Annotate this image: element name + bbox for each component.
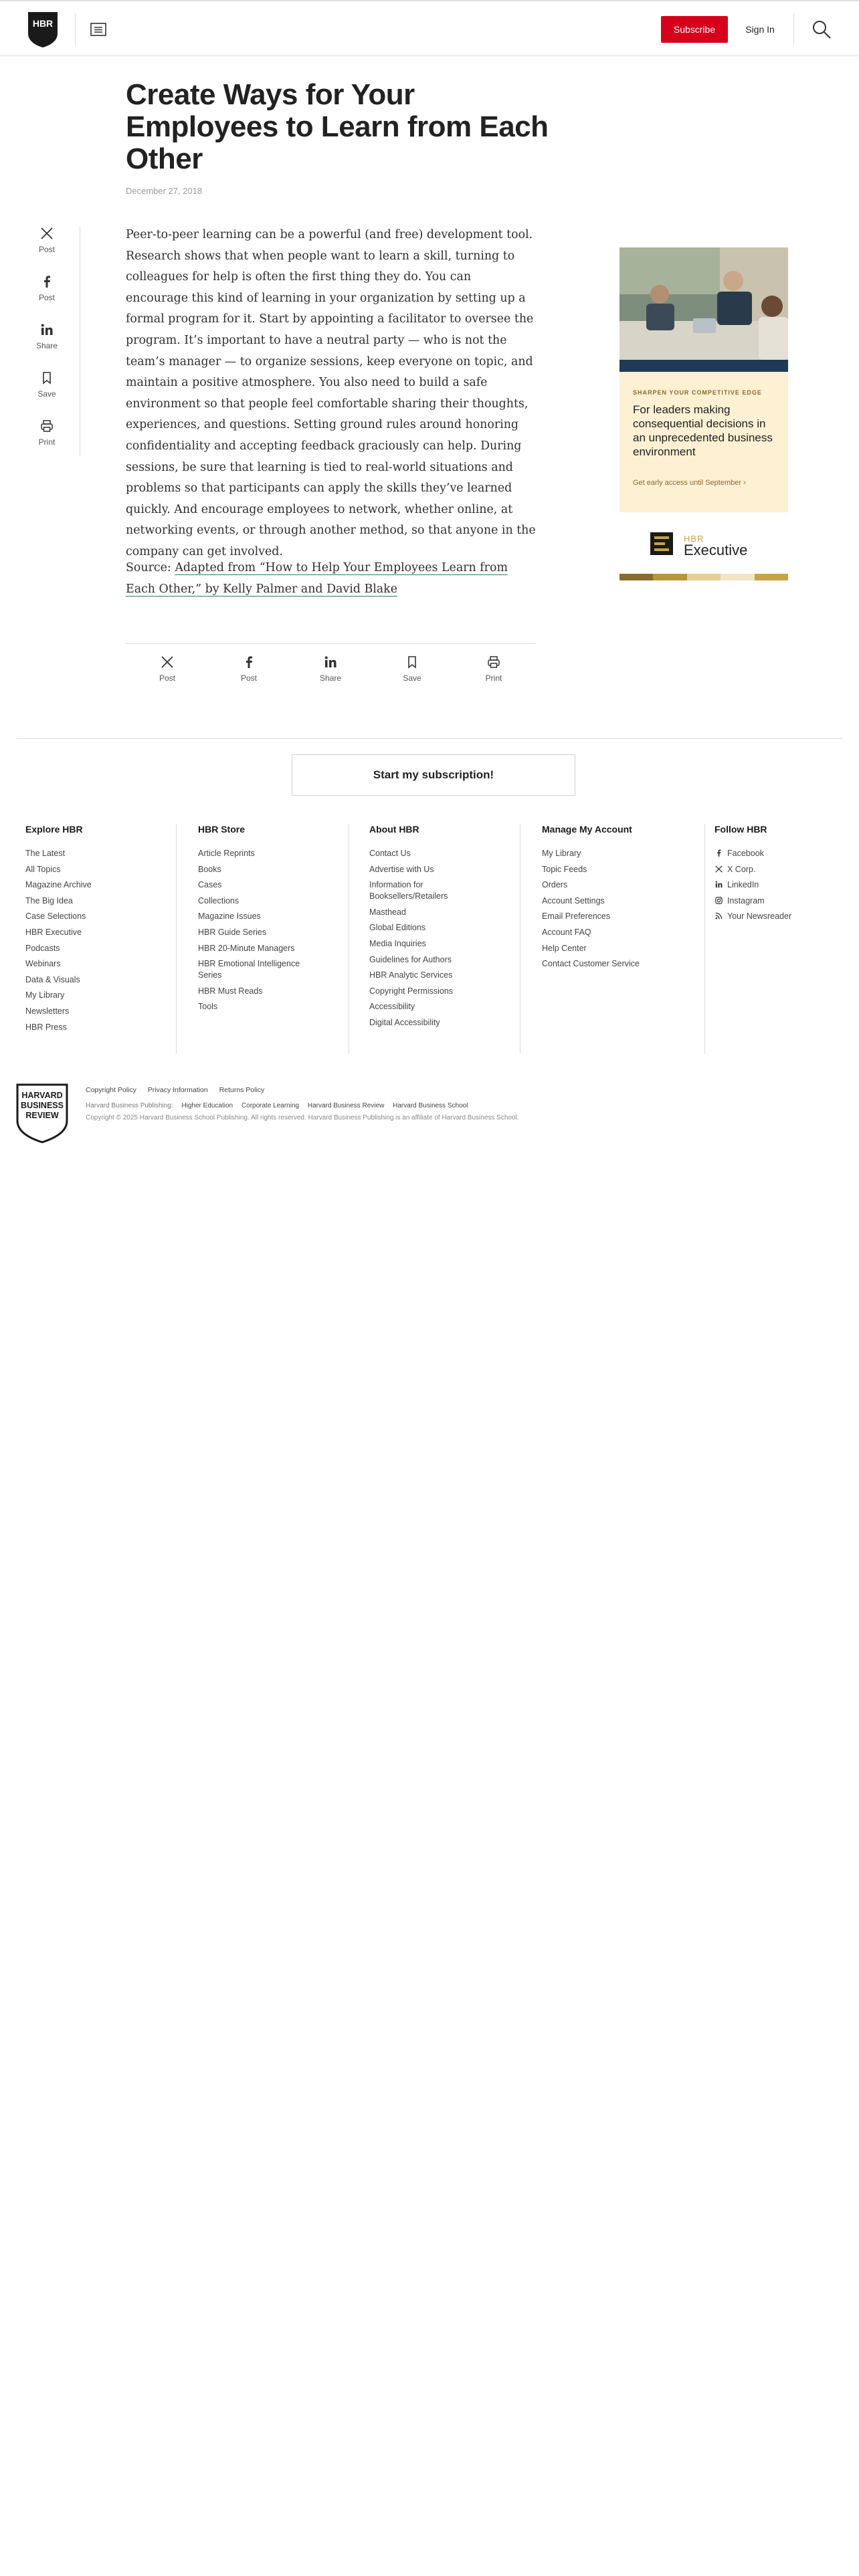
logo-line-1: HARVARD: [21, 1091, 63, 1100]
source-link[interactable]: Adapted from “How to Help Your Employees Learn from Each Other,” by Kelly Palmer and David Blake: [126, 561, 508, 596]
hbr-shield-logo: [16, 1083, 68, 1144]
footer-link[interactable]: The Big Idea: [25, 895, 73, 905]
save-button[interactable]: [27, 370, 67, 411]
footer-link[interactable]: Webinars: [25, 959, 61, 969]
footer-link[interactable]: Account Settings: [542, 895, 605, 905]
footer-link-list: [542, 848, 682, 974]
footer-link[interactable]: Account FAQ: [542, 927, 591, 937]
logo-line-2: BUSINESS: [21, 1101, 64, 1110]
facebook-icon: [242, 655, 256, 669]
x-icon: [160, 655, 175, 669]
footer-link[interactable]: Digital Accessibility: [369, 1017, 440, 1027]
share-linkedin-button[interactable]: [27, 322, 67, 362]
returns-policy-link[interactable]: Returns Policy: [219, 1086, 265, 1094]
x-label: X Corp.: [727, 864, 756, 874]
bottom-share-x-label: Post: [159, 673, 175, 683]
footer-column-follow: [705, 824, 843, 1054]
instagram-link[interactable]: [714, 895, 842, 907]
footer-link[interactable]: Books: [198, 864, 221, 874]
header-divider: [75, 13, 76, 45]
x-link[interactable]: [714, 864, 842, 875]
hbr-executive-brand-mark: [646, 524, 764, 564]
ad-cta[interactable]: Get early access until September ›: [633, 479, 746, 487]
share-x-button[interactable]: [27, 226, 67, 266]
footer-heading: Explore HBR: [25, 824, 83, 835]
footer-link[interactable]: Information for Booksellers/Retailers: [369, 880, 448, 901]
share-facebook-label: Post: [38, 293, 55, 302]
facebook-link[interactable]: [714, 848, 842, 859]
footer-link[interactable]: The Latest: [25, 849, 66, 858]
newsreader-label: Your Newsreader: [727, 911, 792, 922]
bookmark-icon: [39, 370, 54, 385]
ad-accent-bar: [619, 360, 788, 372]
ad-headline: For leaders making consequential decisions in an unprecedented business environment: [633, 403, 773, 458]
footer-link[interactable]: Case Selections: [25, 911, 86, 922]
footer-heading: Manage My Account: [542, 824, 632, 835]
facebook-icon: [714, 849, 723, 857]
hbr-shield-icon: [27, 11, 59, 48]
footer-link-list: [198, 848, 339, 1017]
linkedin-icon: [323, 655, 338, 669]
bottom-share-linkedin-label: Share: [319, 673, 342, 683]
header-divider: [793, 13, 794, 45]
meeting-photo-image: [619, 247, 788, 360]
footer-link[interactable]: HBR Must Reads: [198, 986, 263, 996]
footer-link[interactable]: HBR Executive: [25, 927, 82, 937]
menu-icon: [90, 21, 107, 37]
ad-eyebrow: SHARPEN YOUR COMPETITIVE EDGE: [633, 389, 762, 396]
footer-link[interactable]: Newsletters: [25, 1006, 70, 1016]
footer-link[interactable]: Guidelines for Authors: [369, 954, 452, 964]
share-linkedin-label: Share: [35, 341, 58, 350]
rss-icon: [714, 911, 723, 920]
footer-link[interactable]: My Library: [542, 849, 581, 858]
site-header: [0, 0, 859, 56]
footer-link[interactable]: Magazine Archive: [25, 880, 92, 890]
footer-social-list: [714, 848, 842, 927]
footer-link[interactable]: Magazine Issues: [198, 911, 261, 922]
footer-column-about: [360, 824, 520, 1054]
footer-link[interactable]: Article Reprints: [198, 849, 255, 858]
share-x-label: Post: [38, 245, 55, 254]
logo-text: HBR: [32, 18, 54, 29]
subscribe-button[interactable]: Subscribe: [661, 16, 728, 43]
footer-column-account: [533, 824, 705, 1054]
footer-column-store: [189, 824, 349, 1054]
ad-brand-name: Executive: [684, 542, 748, 558]
copyright-text: Copyright © 2025 Harvard Business School Publishing. All rights reserved. Harvard Business Publishing is an affiliate of Harvard Business School.: [86, 1114, 519, 1121]
publisher-label: Harvard Business Publishing:: [86, 1102, 173, 1109]
bottom-share-linkedin-button[interactable]: [310, 655, 351, 683]
footer-link[interactable]: HBR Guide Series: [198, 927, 267, 937]
menu-button[interactable]: [90, 21, 107, 37]
higher-education-link[interactable]: Higher Education: [181, 1102, 233, 1109]
footer-link[interactable]: My Library: [25, 990, 65, 1000]
print-icon: [39, 419, 54, 433]
article-body: Peer-to-peer learning can be a powerful (and free) development tool. Research shows that when people want to learn a skill, turning to colleagues for help is often the first thing they do. You can encourage this kind of learning in your organization by setting up a formal program for it. Start by appointing a facilitator to oversee the program. It’s important to have a neutral party — who is not the team’s manager — to organize sessions, keep everyone on topic, and maintain a positive atmosphere. You also need to build a safe environment so that people feel comfortable sharing their thoughts, experiences, and questions. Setting ground rules around honoring confidentiality and accepting feedback graciously can help. During sessions, be sure that learning is tied to real-world situations and problems so that participants can apply the skills they’ve learned quickly. And encourage employees to network, whether online, at networking events, or through another method, so that anyone in the company can get involved.: [126, 228, 536, 558]
footer-link[interactable]: All Topics: [25, 864, 61, 874]
facebook-icon: [39, 274, 54, 289]
advertisement[interactable]: [619, 247, 788, 512]
logo-line-3: REVIEW: [25, 1111, 59, 1120]
footer-link[interactable]: Accessibility: [369, 1002, 415, 1012]
bottom-share-facebook-button[interactable]: [229, 655, 269, 683]
article-title: Create Ways for Your Employees to Learn from Each Other: [126, 78, 549, 175]
footer-link[interactable]: Contact Customer Service: [542, 959, 640, 969]
print-button[interactable]: [27, 419, 67, 459]
ad-color-stripes: [619, 574, 788, 580]
save-label: Save: [37, 389, 56, 399]
footer-link[interactable]: Global Editions: [369, 923, 426, 933]
footer-link[interactable]: Masthead: [369, 907, 406, 917]
footer-link[interactable]: Help Center: [542, 943, 587, 953]
instagram-icon: [714, 896, 723, 905]
footer-link[interactable]: Copyright Permissions: [369, 986, 454, 996]
footer-link[interactable]: HBR Press: [25, 1022, 67, 1032]
footer-link-list: [25, 848, 166, 1037]
footer-link[interactable]: Media Inquiries: [369, 938, 426, 948]
footer-link[interactable]: Collections: [198, 895, 240, 905]
footer-link[interactable]: Topic Feeds: [542, 864, 587, 874]
start-subscription-button[interactable]: Start my subscription!: [292, 754, 575, 796]
footer-link[interactable]: Contact Us: [369, 849, 411, 858]
source-prefix: Source:: [126, 561, 175, 574]
footer-link[interactable]: HBR 20-Minute Managers: [198, 943, 295, 953]
footer-link[interactable]: Cases: [198, 880, 222, 890]
copyright-policy-link[interactable]: Copyright Policy: [86, 1086, 136, 1094]
article-source: [126, 558, 527, 600]
footer-heading: About HBR: [369, 824, 419, 835]
print-label: Print: [38, 437, 56, 447]
footer-heading: HBR Store: [198, 824, 246, 835]
footer-link[interactable]: Tools: [198, 1002, 218, 1012]
linkedin-icon: [39, 322, 54, 337]
footer-heading: Follow HBR: [714, 824, 767, 835]
legal-links: [86, 1086, 274, 1094]
newsreader-link[interactable]: [714, 911, 842, 922]
hbr-executive-logo[interactable]: [646, 524, 764, 564]
corporate-learning-link[interactable]: Corporate Learning: [241, 1102, 300, 1109]
bottom-save-label: Save: [403, 673, 421, 683]
publish-date: December 27, 2018: [126, 186, 203, 196]
footer-divider: [16, 738, 843, 739]
footer-link[interactable]: Advertise with Us: [369, 864, 434, 874]
linkedin-icon: [714, 880, 723, 889]
footer-link[interactable]: HBR Emotional Intelligence Series: [198, 959, 300, 980]
share-facebook-button[interactable]: [27, 274, 67, 314]
harvard-business-review-logo[interactable]: [16, 1083, 68, 1144]
hbr-link[interactable]: Harvard Business Review: [307, 1102, 385, 1109]
facebook-label: Facebook: [727, 849, 764, 858]
privacy-information-link[interactable]: Privacy Information: [147, 1086, 208, 1094]
x-icon: [714, 865, 723, 873]
bottom-share-bar: [126, 643, 537, 694]
footer-column-explore: [16, 824, 177, 1054]
footer-link-list: [369, 848, 510, 1033]
bottom-save-button[interactable]: [392, 655, 432, 683]
linkedin-label: LinkedIn: [727, 880, 759, 890]
hbr-logo[interactable]: [27, 11, 59, 48]
footer-link[interactable]: Podcasts: [25, 943, 60, 953]
bottom-share-x-button[interactable]: [147, 655, 187, 683]
ad-photo: [619, 247, 788, 360]
publisher-links: [86, 1102, 474, 1109]
footer-link[interactable]: Email Preferences: [542, 911, 611, 922]
search-button[interactable]: [811, 19, 832, 40]
print-icon: [486, 655, 501, 669]
instagram-label: Instagram: [727, 895, 765, 905]
share-rail: [27, 226, 80, 456]
bookmark-icon: [405, 655, 419, 669]
search-icon: [811, 19, 832, 40]
footer-link[interactable]: Orders: [542, 880, 568, 890]
bottom-print-label: Print: [485, 673, 502, 683]
bottom-print-button[interactable]: [474, 655, 514, 683]
ad-brand-hbr: HBR: [684, 534, 704, 544]
footer-link[interactable]: HBR Analytic Services: [369, 970, 453, 980]
x-icon: [39, 226, 54, 241]
sign-in-link[interactable]: Sign In: [745, 24, 775, 35]
linkedin-link[interactable]: [714, 879, 842, 891]
hbs-link[interactable]: Harvard Business School: [393, 1102, 468, 1109]
bottom-share-facebook-label: Post: [240, 673, 257, 683]
footer-link[interactable]: Data & Visuals: [25, 974, 80, 984]
